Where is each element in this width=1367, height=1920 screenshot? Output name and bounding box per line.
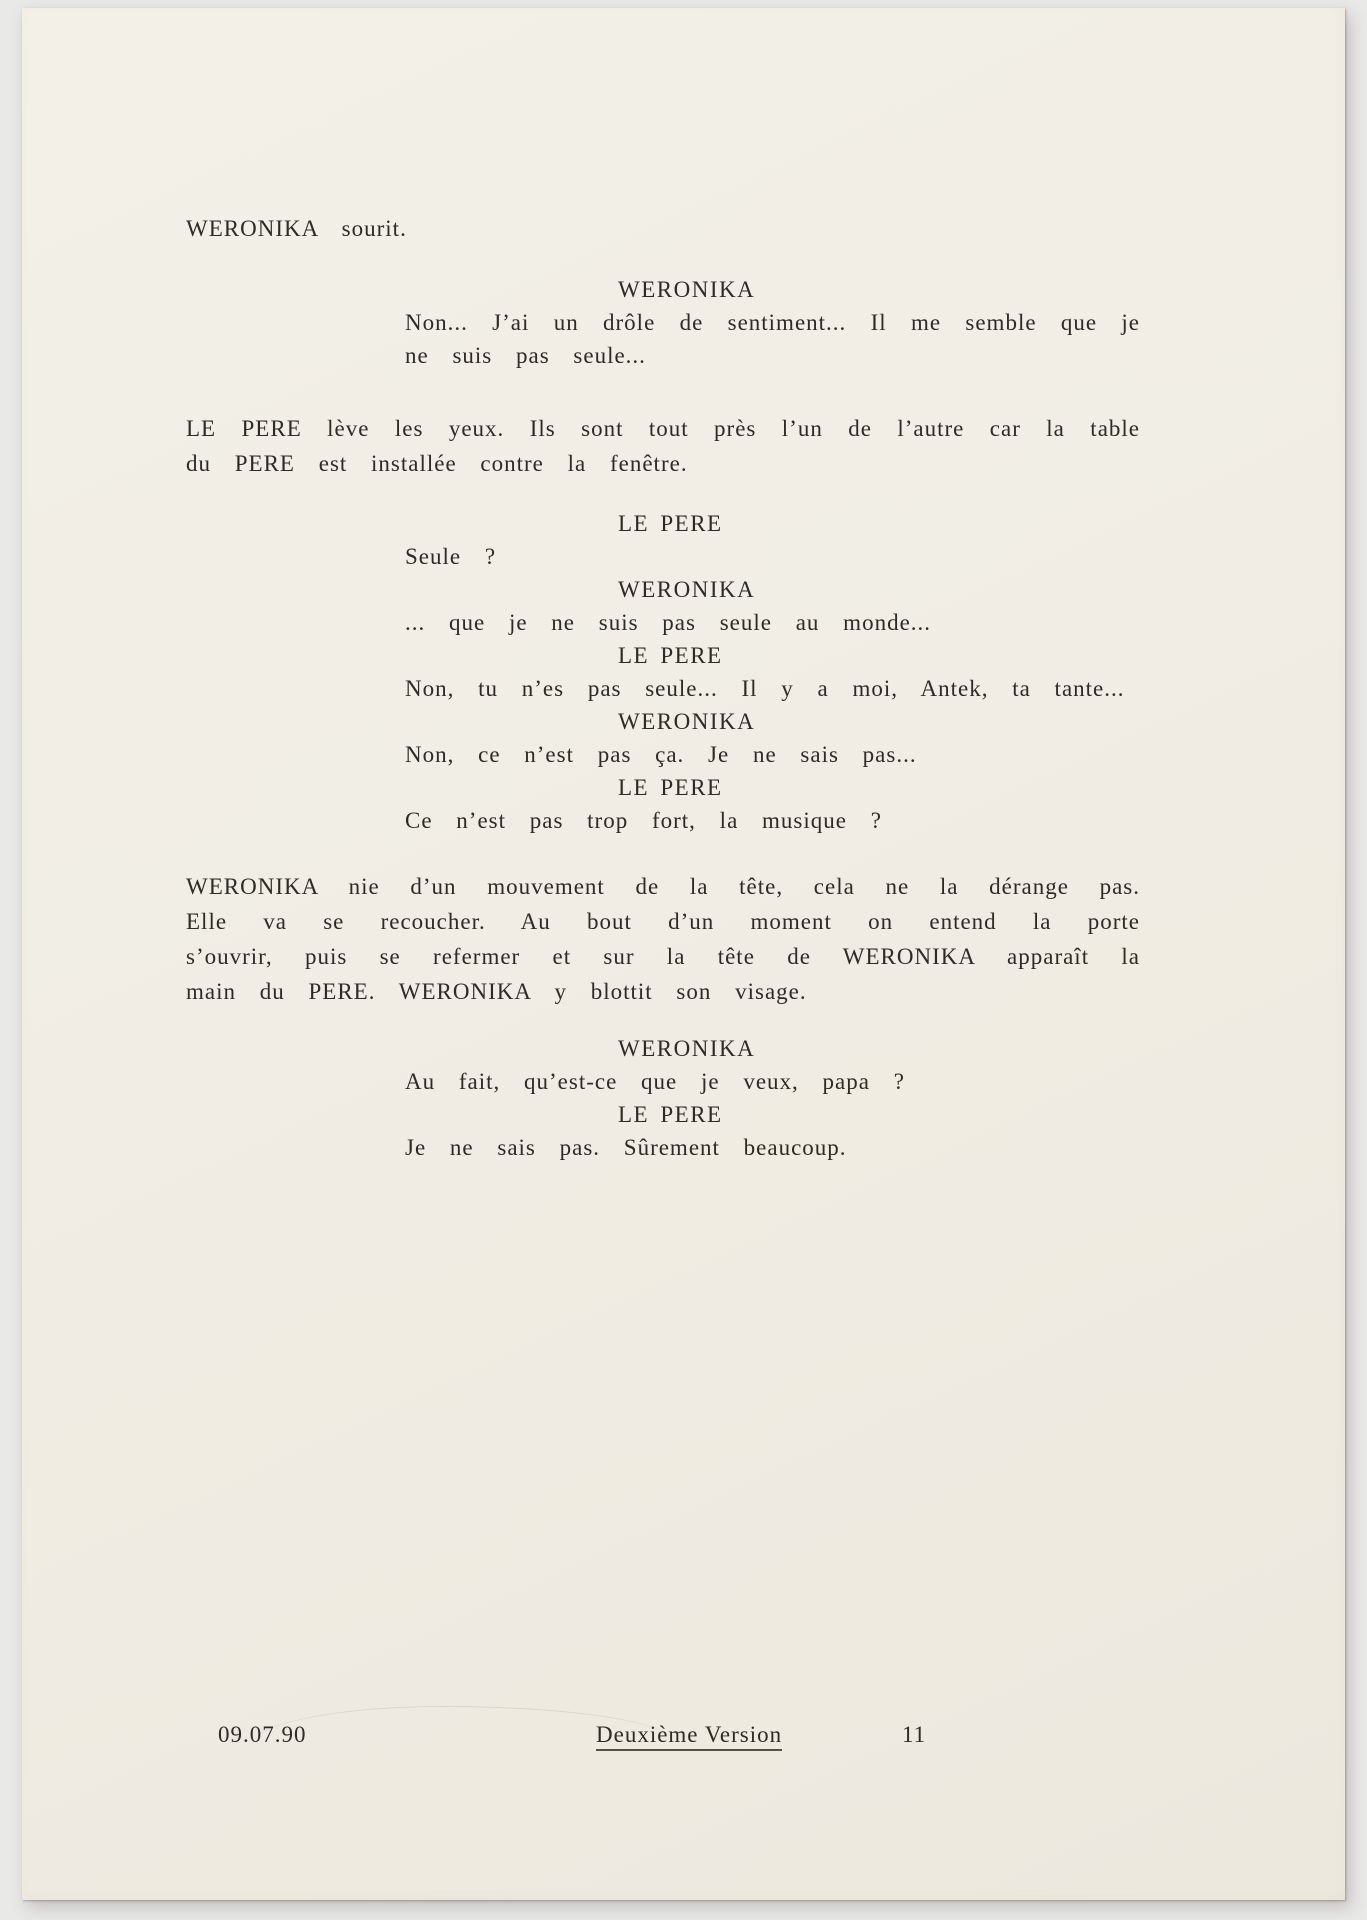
dialogue-line: ne suis pas seule... xyxy=(405,343,646,368)
dialogue-line: ... que je ne suis pas seule au monde... xyxy=(405,610,932,635)
character-cue: WERONIKA xyxy=(618,1036,756,1061)
footer-version-label: Deuxième Version xyxy=(596,1722,782,1751)
dialogue-exchange xyxy=(405,507,1140,837)
action-line: du PERE est installée contre la fenêtre. xyxy=(186,451,688,476)
character-cue: LE PERE xyxy=(618,775,723,800)
action-line: WERONIKA nie d’un mouvement de la tête, cela ne la dérange pas. xyxy=(186,874,1140,899)
character-cue: LE PERE xyxy=(618,643,723,668)
dialogue-line: Non, ce n’est pas ça. Je ne sais pas... xyxy=(405,742,917,767)
footer-date: 09.07.90 xyxy=(218,1722,307,1747)
character-cue: LE PERE xyxy=(618,1102,723,1127)
dialogue-line: Au fait, qu’est-ce que je veux, papa ? xyxy=(405,1069,905,1094)
character-cue: WERONIKA xyxy=(618,277,756,302)
action-line: s’ouvrir, puis se refermer et sur la tête de WERONIKA apparaît la xyxy=(186,944,1140,969)
action-line: LE PERE lève les yeux. Ils sont tout près l’un de l’autre car la table xyxy=(186,416,1140,441)
dialogue-line: Non... J’ai un drôle de sentiment... Il me semble que je xyxy=(405,310,1140,335)
page-number: 11 xyxy=(902,1722,927,1747)
dialogue-line: Je ne sais pas. Sûrement beaucoup. xyxy=(405,1135,847,1160)
action-paragraph xyxy=(186,411,1140,481)
character-cue: WERONIKA xyxy=(618,709,756,734)
action-line: WERONIKA sourit. xyxy=(186,216,407,241)
action-line: Elle va se recoucher. Au bout d’un moment on entend la porte xyxy=(186,909,1140,934)
action-line: main du PERE. WERONIKA y blottit son visage. xyxy=(186,979,807,1004)
script-page xyxy=(22,8,1345,1900)
dialogue-line: Non, tu n’es pas seule... Il y a moi, Antek, ta tante... xyxy=(405,676,1125,701)
dialogue-line: Seule ? xyxy=(405,544,497,569)
dialogue-line: Ce n’est pas trop fort, la musique ? xyxy=(405,808,882,833)
dialogue-block xyxy=(405,273,1140,372)
character-cue: LE PERE xyxy=(618,511,723,536)
dialogue-block xyxy=(405,1032,1140,1164)
character-cue: WERONIKA xyxy=(618,577,756,602)
action-paragraph xyxy=(186,869,1140,1009)
